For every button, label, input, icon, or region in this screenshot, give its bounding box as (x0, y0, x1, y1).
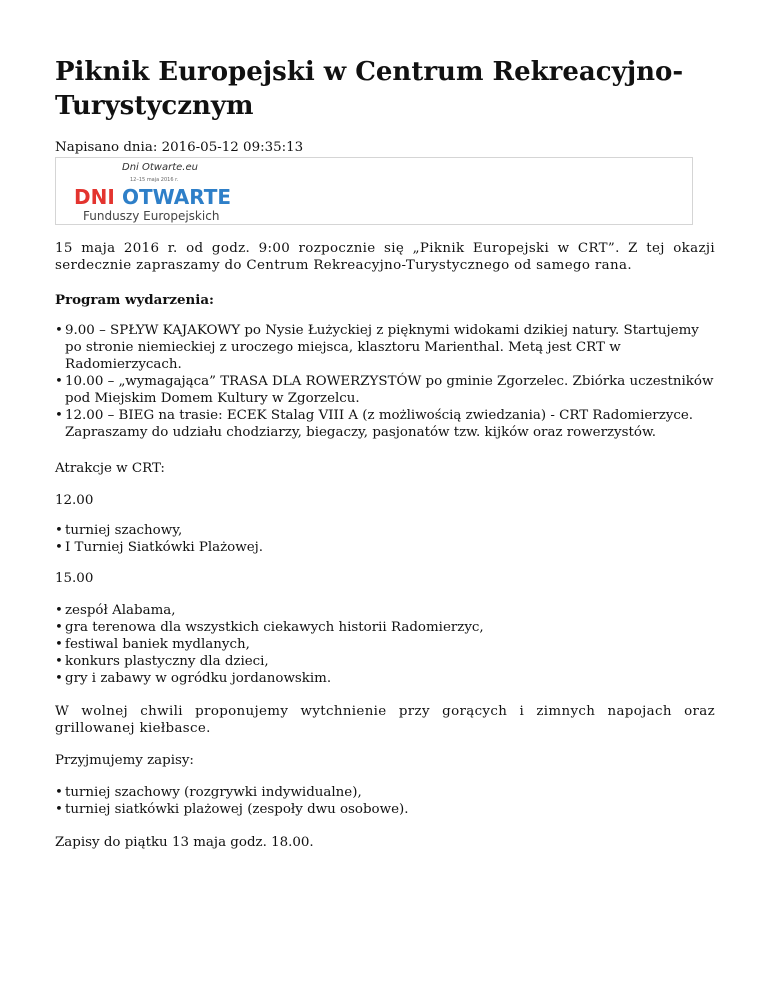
list-item: • zespół Alabama, (55, 602, 715, 619)
list-item: • gra terenowa dla wszystkich ciekawych historii Radomierzyc, (55, 619, 715, 636)
banner-headline-dni: DNI (74, 185, 115, 209)
free-time-paragraph: W wolnej chwili proponujemy wytchnienie przy gorących i zimnych napojach oraz grillowanej kiełbasce. (55, 704, 715, 736)
program-list (55, 322, 715, 441)
list-item: • 9.00 – SPŁYW KAJAKOWY po Nysie Łużyckiej z pięknymi widokami dzikiej natury. Startujemy po stronie niemieckiej z uroczego miejsca, klasztoru Marienthal. Metą jest CRT w Radomierzycach. (55, 322, 715, 373)
list-item: • 12.00 – BIEG na trasie: ECEK Stalag VIII A (z możliwością zwiedzania) - CRT Radomierzyce. Zapraszamy do udziału chodziarzy, biegaczy, pasjonatów tzw. kijków oraz rowerzystów. (55, 407, 715, 441)
banner-subline: Funduszy Europejskich (83, 209, 220, 223)
banner-headline-otwarte: OTWARTE (122, 185, 232, 209)
attractions-list-1 (55, 522, 715, 556)
intro-paragraph: 15 maja 2016 r. od godz. 9:00 rozpocznie się „Piknik Europejski w CRT”. Z tej okazji serdecznie zapraszamy do Centrum Rekreacyjno-Turystycznego od samego rana. (55, 241, 715, 273)
banner-script-text: Dni Otwarte.eu (122, 162, 198, 173)
banner-image (55, 157, 693, 225)
page-title: Piknik Europejski w Centrum Rekreacyjno-Turystycznym (55, 57, 684, 121)
signup-list (55, 784, 715, 818)
list-item: • I Turniej Siatkówki Plażowej. (55, 539, 715, 556)
signup-deadline: Zapisy do piątku 13 maja godz. 18.00. (55, 835, 314, 850)
publish-date: Napisano dnia: 2016-05-12 09:35:13 (55, 140, 304, 155)
list-item: • turniej siatkówki plażowej (zespoły dwu osobowe). (55, 801, 715, 818)
list-item: • turniej szachowy, (55, 522, 715, 539)
program-heading: Program wydarzenia: (55, 292, 214, 308)
attractions-heading: Atrakcje w CRT: (55, 461, 165, 476)
signup-heading: Przyjmujemy zapisy: (55, 753, 194, 768)
list-item: • gry i zabawy w ogródku jordanowskim. (55, 670, 715, 687)
list-item: • festiwal baniek mydlanych, (55, 636, 715, 653)
banner-dates: 12–15 maja 2016 r. (130, 177, 179, 183)
list-item: • 10.00 – „wymagająca” TRASA DLA ROWERZYSTÓW po gminie Zgorzelec. Zbiórka uczestników pod Miejskim Domem Kultury w Zgorzelcu. (55, 373, 715, 407)
attractions-list-2 (55, 602, 715, 687)
list-item: • turniej szachowy (rozgrywki indywidualne), (55, 784, 715, 801)
list-item: • konkurs plastyczny dla dzieci, (55, 653, 715, 670)
time-heading-1: 12.00 (55, 493, 94, 508)
time-heading-2: 15.00 (55, 571, 94, 586)
